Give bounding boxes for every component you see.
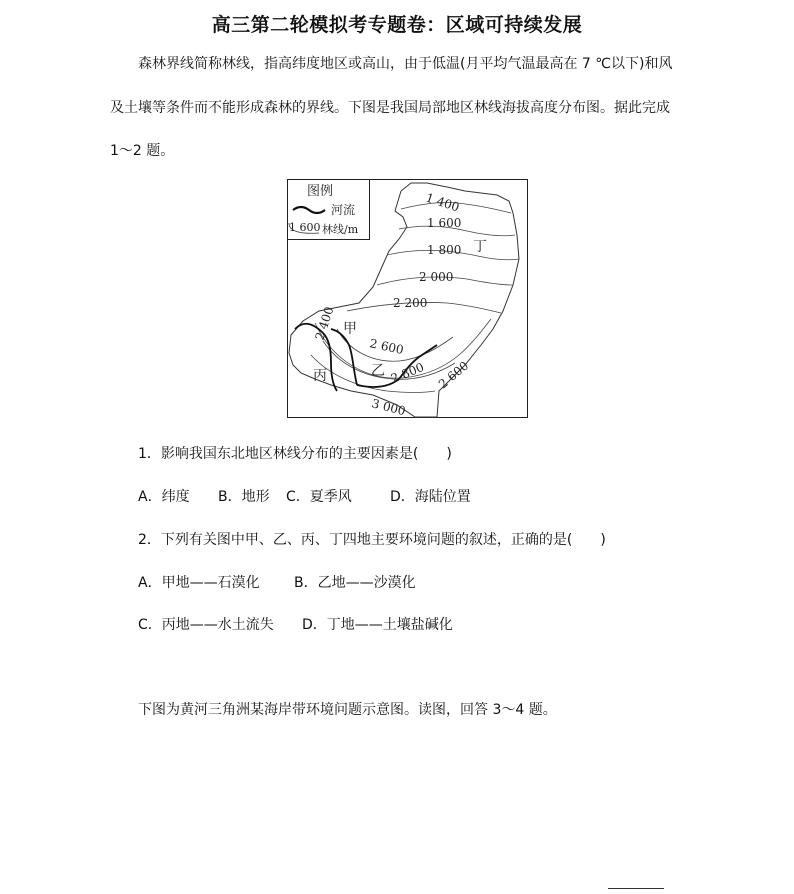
next-section-intro: 下图为黄河三角洲某海岸带环境问题示意图。读图，回答 3～4 题。 xyxy=(138,702,557,718)
place-label-jia: 甲 xyxy=(343,321,357,337)
place-label-bing: 丙 xyxy=(313,368,327,384)
contour-label-2000: 2 000 xyxy=(419,270,454,284)
contour-label-1800: 1 800 xyxy=(427,243,462,257)
contour-label-1400: 1 400 xyxy=(424,190,462,215)
place-label-ding: 丁 xyxy=(473,239,487,255)
place-label-yi: 乙 xyxy=(371,363,385,379)
intro-line-2: 及土壤等条件而不能形成森林的界线。下图是我国局部地区林线海拔高度分布图。据此完成 xyxy=(110,100,670,116)
question-1-option-d: D．海陆位置 xyxy=(390,489,471,505)
question-1-option-c: C．夏季风 xyxy=(286,489,352,505)
question-1-stem: 1．影响我国东北地区林线分布的主要因素是( ) xyxy=(138,446,452,462)
legend-title: 图例 xyxy=(307,184,334,199)
question-2-option-d: D．丁地——土壤盐碱化 xyxy=(302,617,453,633)
question-2-option-b: B．乙地——沙漠化 xyxy=(294,575,416,591)
contour-label-1600: 1 600 xyxy=(427,216,462,230)
intro-line-3: 1～2 题。 xyxy=(110,143,175,159)
contour-label-2200: 2 200 xyxy=(393,296,428,310)
question-2-option-a: A．甲地——石漠化 xyxy=(138,575,260,591)
question-2-option-c: C．丙地——水土流失 xyxy=(138,617,274,633)
treeline-map-svg xyxy=(287,179,529,419)
page-title: 高三第二轮模拟考专题卷：区域可持续发展 xyxy=(211,14,583,36)
question-1-option-a: A．纬度 xyxy=(138,489,190,505)
contour-label-2600-west: 2 600 xyxy=(368,336,405,358)
legend-river-label: 河流 xyxy=(331,203,356,217)
question-1-option-b: B．地形 xyxy=(218,489,270,505)
intro-line-1: 森林界线简称林线，指高纬度地区或高山，由于低温(月平均气温最高在 7 ℃以下)和风 xyxy=(138,56,673,72)
treeline-map-figure xyxy=(287,179,529,419)
legend-contour-value: 1 600 xyxy=(289,221,321,234)
question-2-stem: 2．下列有关图中甲、乙、丙、丁四地主要环境问题的叙述，正确的是( ) xyxy=(138,532,606,548)
contour-label-3000: 3 000 xyxy=(370,396,407,419)
legend-contour-label: 林线/m xyxy=(322,223,359,236)
contour-label-2600-east: 2 600 xyxy=(435,358,472,392)
footer-rule xyxy=(608,888,664,889)
contour-label-2800: 2 800 xyxy=(388,359,426,386)
contour-label-2400: 2 400 xyxy=(312,304,337,342)
